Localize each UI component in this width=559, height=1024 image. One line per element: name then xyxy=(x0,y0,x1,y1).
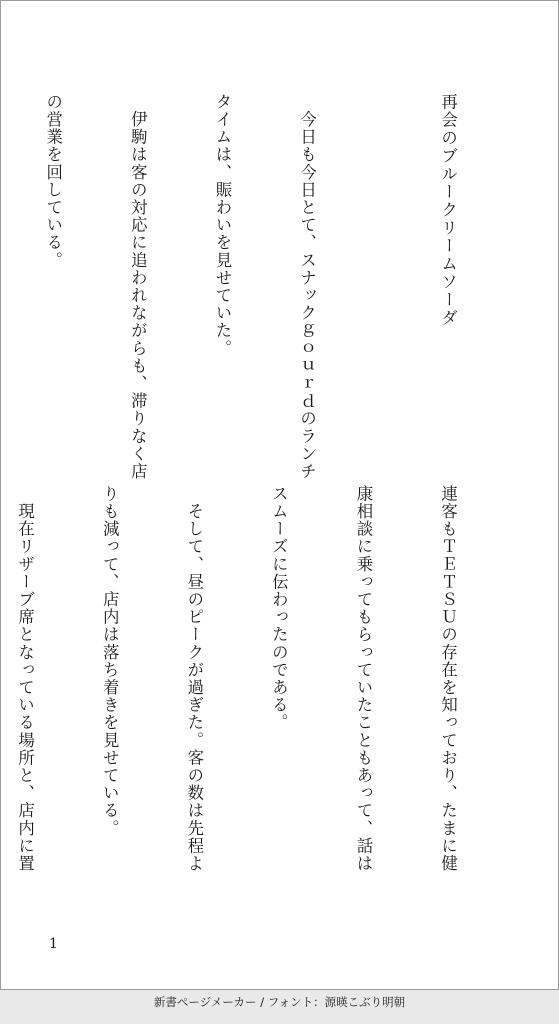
page-number: 1 xyxy=(49,936,58,952)
text-column: そして、昼のピークが過ぎた。客の数は先程よ xyxy=(184,485,204,873)
footer-credit: 新書ページメーカー / フォント：源暎こぶり明朝 xyxy=(153,995,406,1009)
text-column: 現在リザーブ席となっている場所と、店内に置 xyxy=(15,485,35,873)
text-column: の営業を回している。 xyxy=(43,93,63,269)
text-column: 康相談に乗ってもらっていたこともあって、話は xyxy=(353,485,373,873)
story-title: 再会のブルークリームソーダ xyxy=(438,93,458,327)
text-column: スムーズに伝わったのである。 xyxy=(269,485,289,732)
text-column: 今日も今日とて、スナックｇｏｕｒｄのランチ xyxy=(297,93,317,481)
text-column: タイムは、賑わいを見せていた。 xyxy=(212,93,232,357)
text-column: 伊駒は客の対応に追われながらも、滞りなく店 xyxy=(128,93,148,481)
text-column: りも減って、店内は落ち着きを見せている。 xyxy=(100,485,120,837)
text-column: 連客もＴＥＴＳＵの存在を知っており、たまに健 xyxy=(438,485,458,873)
text-block-lower xyxy=(0,485,518,915)
text-block-upper xyxy=(0,93,518,493)
